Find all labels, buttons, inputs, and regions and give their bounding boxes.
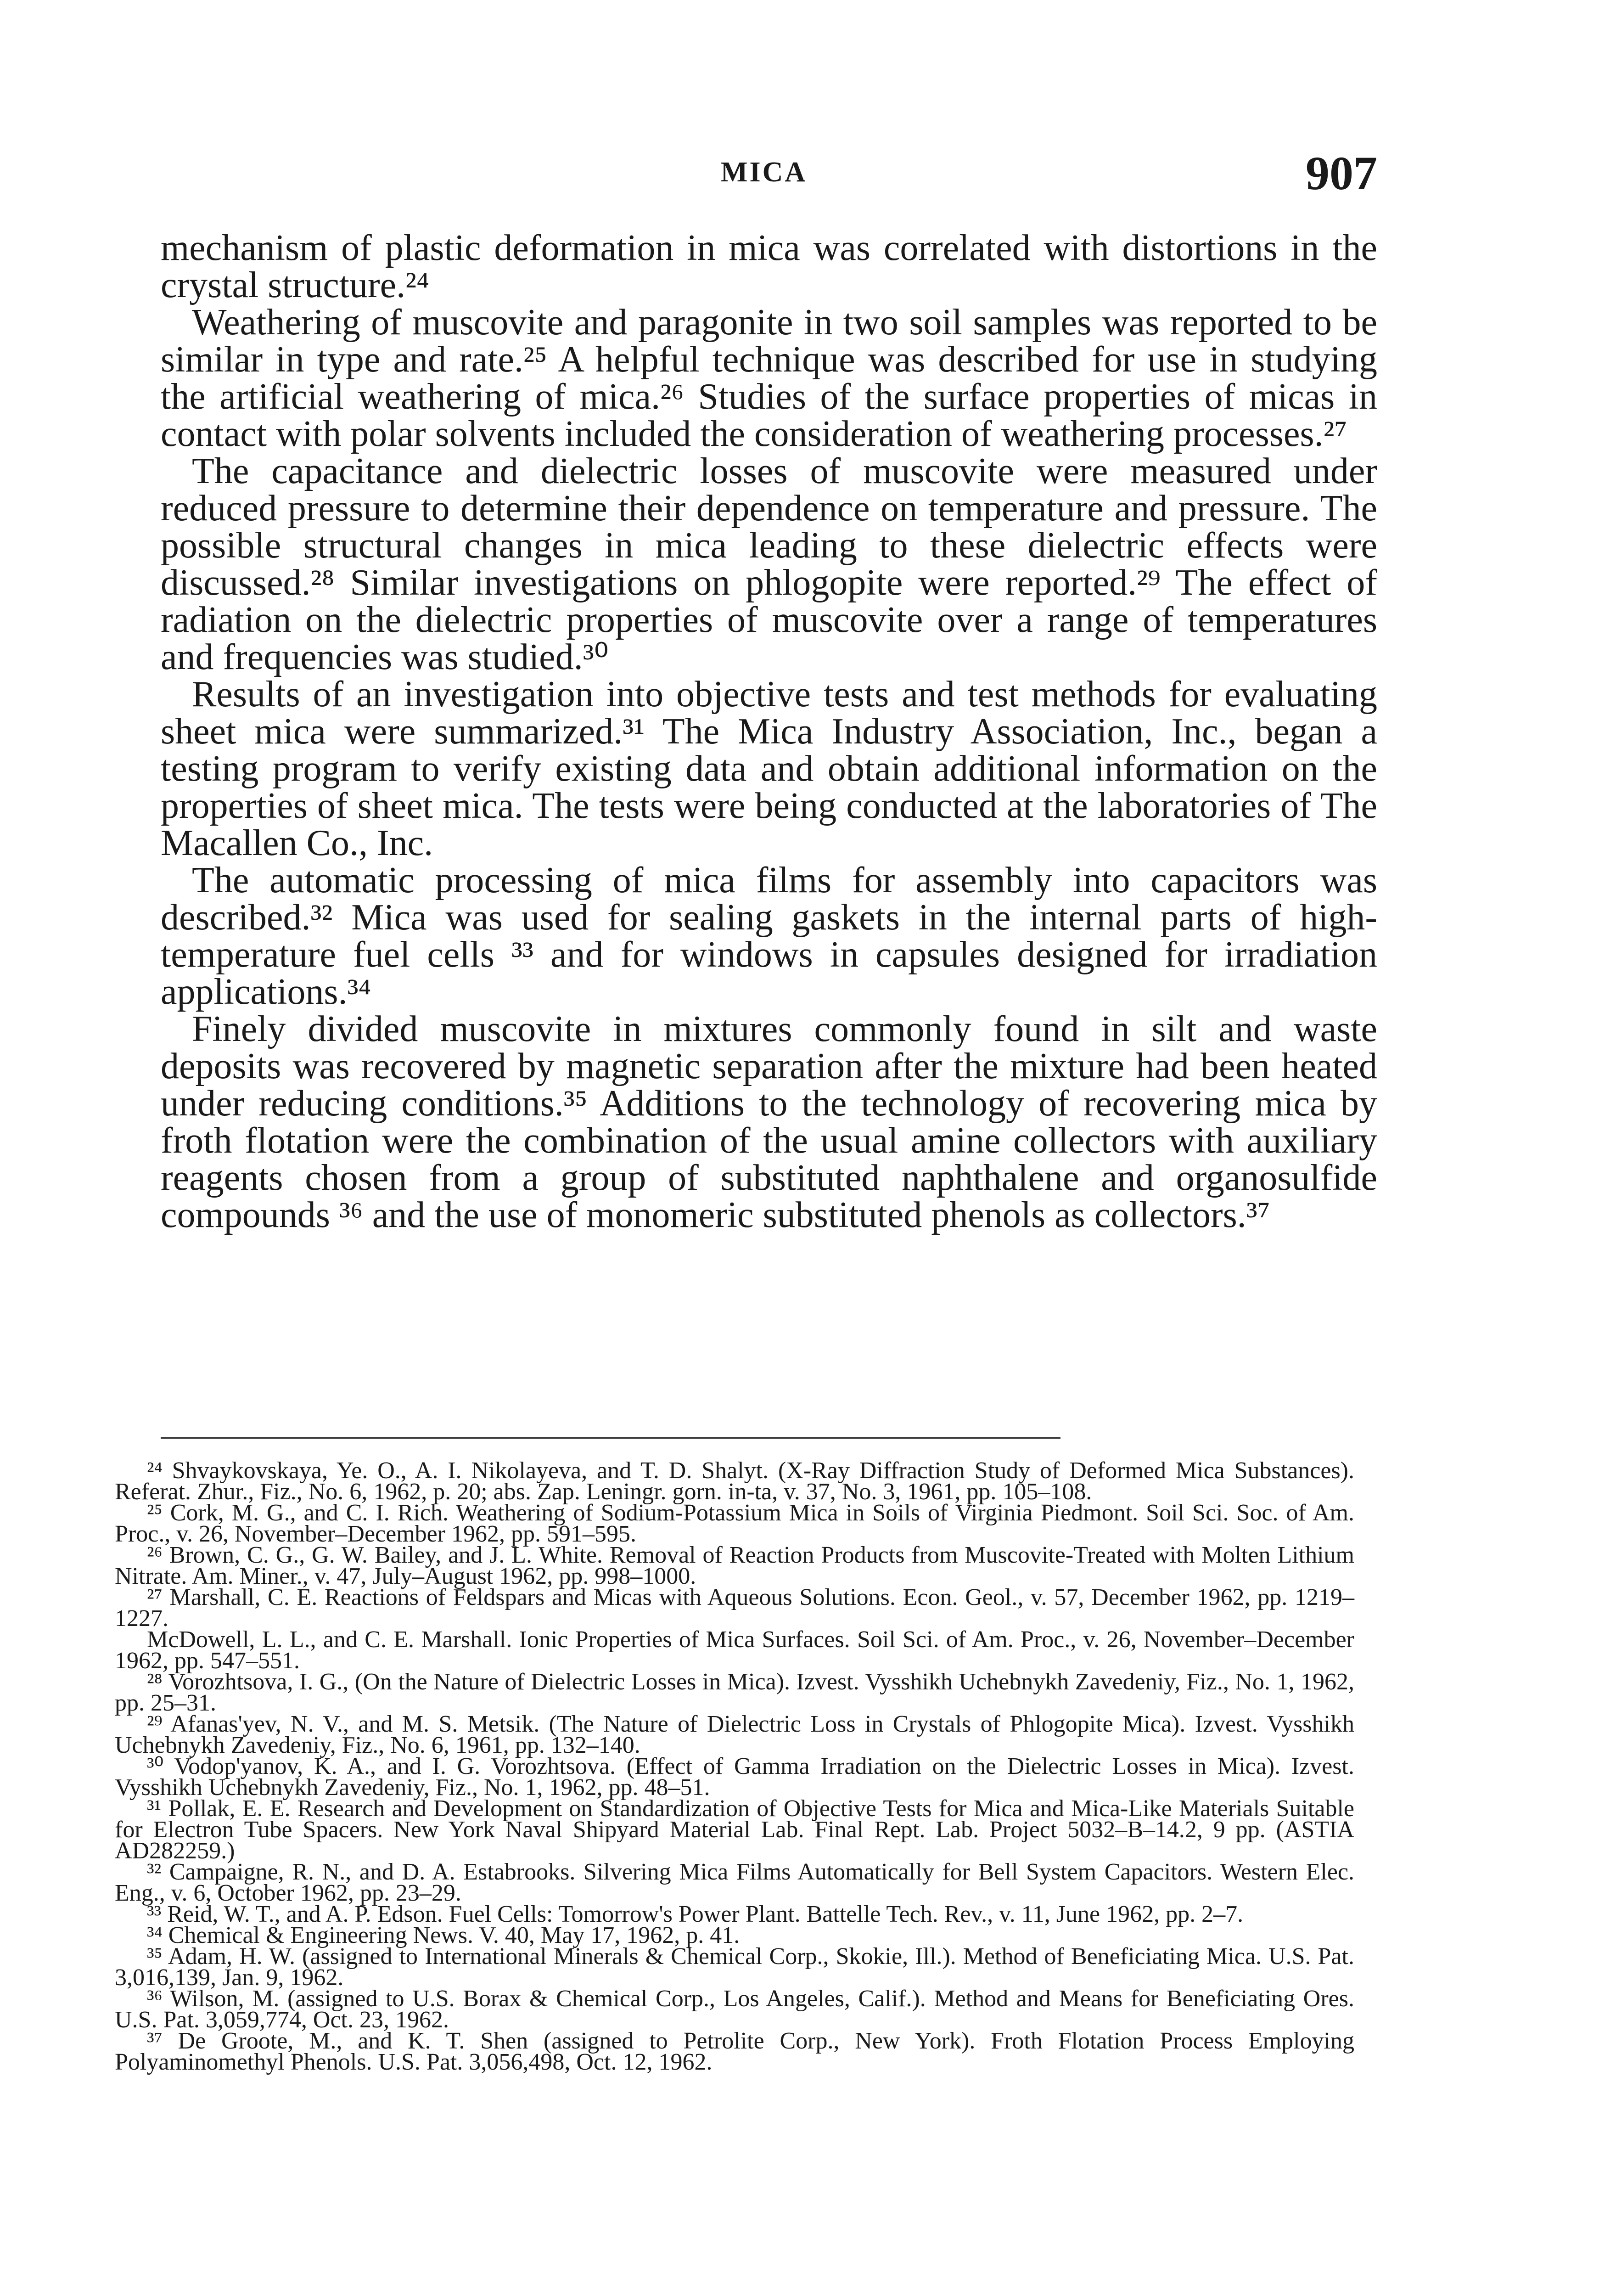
paragraph: The automatic processing of mica films for assembly into capacitors was described.³² Mica was used for sealing gaskets in the internal parts of high-temperature fuel cells ³³ and for windows in capsules designed for irradiation applications.³⁴	[161, 860, 1377, 1012]
footnotes	[115, 1460, 1354, 2073]
body-text	[161, 230, 1377, 1234]
footnote: ³⁰ Vodop'yanov, K. A., and I. G. Vorozhtsova. (Effect of Gamma Irradiation on the Dielectric Losses in Mica). Izvest. Vysshikh Uchebnykh Zavedeniy, Fiz., No. 1, 1962, pp. 48–51.	[115, 1753, 1354, 1801]
footnote: ²⁴ Shvaykovskaya, Ye. O., A. I. Nikolayeva, and T. D. Shalyt. (X-Ray Diffraction Study of Deformed Mica Substances). Referat. Zhur., Fiz., No. 6, 1962, p. 20; abs. Zap. Leningr. gorn. in-ta, v. 37, No. 3, 1961, pp. 105–108.	[115, 1458, 1354, 1505]
footnote: ³⁷ De Groote, M., and K. T. Shen (assigned to Petrolite Corp., New York). Froth Flotation Process Employing Polyaminomethyl Phenols. U.S. Pat. 3,056,498, Oct. 12, 1962.	[115, 2028, 1354, 2075]
footnote: ²⁵ Cork, M. G., and C. I. Rich. Weathering of Sodium-Potassium Mica in Soils of Virginia Piedmont. Soil Sci. Soc. of Am. Proc., v. 26, November–December 1962, pp. 591–595.	[115, 1500, 1354, 1547]
paragraph: Weathering of muscovite and paragonite in two soil samples was reported to be similar in type and rate.²⁵ A helpful technique was described for use in studying the artificial weathering of mica.²⁶ Studies of the surface properties of micas in contact with polar solvents included the consideration of weathering processes.²⁷	[161, 302, 1377, 454]
page-number: 907	[1306, 147, 1377, 200]
running-title: MICA	[721, 157, 808, 188]
footnote: ³⁵ Adam, H. W. (assigned to International Minerals & Chemical Corp., Skokie, Ill.). Method of Beneficiating Mica. U.S. Pat. 3,016,139, Jan. 9, 1962.	[115, 1943, 1354, 1991]
footnote: ³¹ Pollak, E. E. Research and Development on Standardization of Objective Tests for Mica and Mica-Like Materials Suitable for Electron Tube Spacers. New York Naval Shipyard Material Lab. Final Rept. Lab. Project 5032–B–14.2, 9 pp. (ASTIA AD282259.)	[115, 1795, 1354, 1864]
footnote-divider	[161, 1437, 1060, 1439]
paragraph: Results of an investigation into objective tests and test methods for evaluating sheet mica were summarized.³¹ The Mica Industry Association, Inc., began a testing program to verify existing data and obtain additional information on the properties of sheet mica. The tests were being conducted at the laboratories of The Macallen Co., Inc.	[161, 674, 1377, 863]
footnote: ²⁶ Brown, C. G., G. W. Bailey, and J. L. White. Removal of Reaction Products from Muscovite-Treated with Molten Lithium Nitrate. Am. Miner., v. 47, July–August 1962, pp. 998–1000.	[115, 1542, 1354, 1589]
paragraph: Finely divided muscovite in mixtures commonly found in silt and waste deposits was recovered by magnetic separation after the mixture had been heated under reducing conditions.³⁵ Additions to the technology of recovering mica by froth flotation were the combination of the usual amine collectors with auxiliary reagents chosen from a group of substituted naphthalene and organosulfide compounds ³⁶ and the use of monomeric substituted phenols as collectors.³⁷	[161, 1009, 1377, 1235]
page-header	[165, 147, 1377, 207]
paragraph: The capacitance and dielectric losses of muscovite were measured under reduced pressure to determine their dependence on temperature and pressure. The possible structural changes in mica leading to these dielectric effects were discussed.²⁸ Similar investigations on phlogopite were reported.²⁹ The effect of radiation on the dielectric properties of muscovite over a range of temperatures and frequencies was studied.³⁰	[161, 451, 1377, 677]
footnote: ²⁹ Afanas'yev, N. V., and M. S. Metsik. (The Nature of Dielectric Loss in Crystals of Phlogopite Mica). Izvest. Vysshikh Uchebnykh Zavedeniy, Fiz., No. 6, 1961, pp. 132–140.	[115, 1711, 1354, 1758]
footnote: ²⁷ Marshall, C. E. Reactions of Feldspars and Micas with Aqueous Solutions. Econ. Geol., v. 57, December 1962, pp. 1219–1227.	[115, 1584, 1354, 1632]
paragraph: mechanism of plastic deformation in mica was correlated with distortions in the crystal structure.²⁴	[161, 228, 1377, 305]
footnote: ³³ Reid, W. T., and A. P. Edson. Fuel Cells: Tomorrow's Power Plant. Battelle Tech. Rev., v. 11, June 1962, pp. 2–7.	[147, 1901, 1244, 1927]
footnote: ²⁸ Vorozhtsova, I. G., (On the Nature of Dielectric Losses in Mica). Izvest. Vysshikh Uchebnykh Zavedeniy, Fiz., No. 1, 1962, pp. 25–31.	[115, 1669, 1354, 1716]
footnote: ³⁴ Chemical & Engineering News. V. 40, May 17, 1962, p. 41.	[147, 1922, 740, 1948]
footnote: ³² Campaigne, R. N., and D. A. Estabrooks. Silvering Mica Films Automatically for Bell System Capacitors. Western Elec. Eng., v. 6, October 1962, pp. 23–29.	[115, 1859, 1354, 1906]
footnote: McDowell, L. L., and C. E. Marshall. Ionic Properties of Mica Surfaces. Soil Sci. of Am. Proc., v. 26, November–December 1962, pp. 547–551.	[115, 1626, 1354, 1674]
footnote: ³⁶ Wilson, M. (assigned to U.S. Borax & Chemical Corp., Los Angeles, Calif.). Method and Means for Beneficiating Ores. U.S. Pat. 3,059,774, Oct. 23, 1962.	[115, 1986, 1354, 2033]
